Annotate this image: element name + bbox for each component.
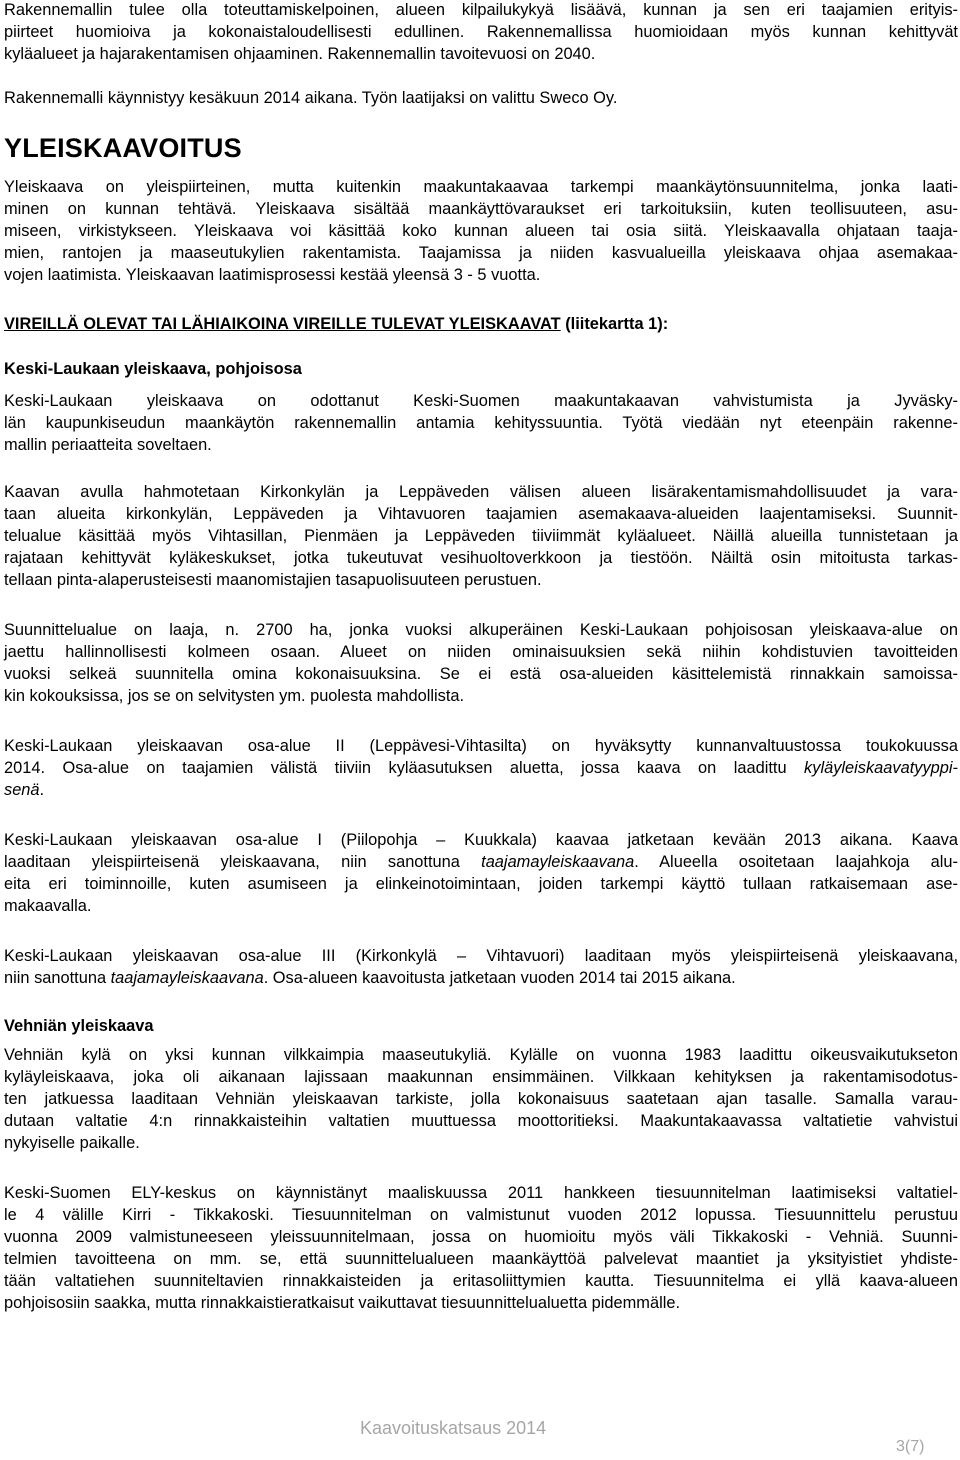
yleiskaavoitus-line-1: Yleiskaava on yleispiirteinen, mutta kuitenkin maakuntakaavaa tarkempi maankäytönsuunnitelma, jonka laati- — [4, 178, 958, 196]
keski-laukaa-p2-line-4: rajataan kehittyvät kyläkeskukset, jotka tukeutuvat vesihuoltoverkkoon ja tiestöön. Näiltä osin mitoitusta tarkas- — [4, 549, 958, 567]
keski-laukaa-p5-line-1: Keski-Laukaan yleiskaavan osa-alue I (Piilopohja – Kuukkala) kaavaa jatketaan kevään 2013 aikana. Kaava — [4, 831, 958, 849]
keski-laukaa-p4-line-3-text: . — [39, 781, 45, 799]
keski-laukaa-p4-line-1: Keski-Laukaan yleiskaavan osa-alue II (Leppävesi-Vihtasilta) on hyväksytty kunnanvaltuustossa toukokuussa — [4, 737, 958, 755]
keski-laukaa-p5-line-4: makaavalla. — [4, 897, 92, 915]
vehnia-p1-line-4: dutaan valtatie 4:n rinnakkaisteihin valtatien muuttuessa moottoritieksi. Maakuntakaavassa valtatietie vahvistui — [4, 1112, 958, 1130]
keski-laukaa-p1-line-2: län kaupunkiseudun maankäytön rakennemallin antamia kehityssuuntia. Työtä viedään nyt eteenpäin rakenne- — [4, 414, 958, 432]
vehnia-p2-line-6: pohjoisosiin saakka, mutta rinnakkaistieratkaisut vaikuttavat tiesuunnittelualuetta pidemmälle. — [4, 1294, 681, 1312]
keski-laukaa-p2-line-3: telualue käsittää myös Vihtasillan, Pienmäen ja Leppäveden tiiviimmät kyläalueet. Näillä alueilla tunnistetaan ja — [4, 527, 958, 545]
vehnia-p1-line-1: Vehniän kylä on yksi kunnan vilkkaimpia maaseutukyliä. Kylälle on vuonna 1983 laadittu oikeusvaikutukseton — [4, 1046, 958, 1064]
keski-laukaa-p4-line-2-text: 2014. Osa-alue on taajamien välistä tiiviin kyläasutuksen aluetta, jossa kaava on laadittu — [4, 759, 805, 777]
vehnia-p1-line-5: nykyiselle paikalle. — [4, 1134, 140, 1152]
section-heading-vireilla — [4, 314, 668, 334]
keski-laukaa-p3-line-4: kin kokouksissa, jos se on selvitysten ym. puolesta mahdollista. — [4, 687, 465, 705]
keski-laukaa-p2-line-2: taan alueita kirkonkylän, Leppäveden ja Vihtavuoren taajamien asemakaava-alueiden laajentamiseksi. Suunnit- — [4, 505, 958, 523]
keski-laukaa-p4-line-2-italic: kyläyleiskaavatyyppi- — [804, 759, 958, 777]
keski-laukaa-p5-line-2-text-c: . Alueella osoitetaan laajahkoja alu- — [634, 853, 958, 871]
vireilla-heading-underlined: VIREILLÄ OLEVAT TAI LÄHIAIKOINA VIREILLE TULEVAT YLEISKAAVAT — [4, 315, 561, 333]
footer-title: Kaavoituskatsaus 2014 — [360, 1418, 547, 1438]
intro-line-3: kyläalueet ja hajarakentamisen ohjaaminen. Rakennemallin tavoitevuosi on 2040. — [4, 45, 596, 63]
section-heading-yleiskaavoitus: YLEISKAAVOITUS — [4, 133, 242, 163]
keski-laukaa-p3-line-1: Suunnittelualue on laaja, n. 2700 ha, jonka vuoksi alkuperäinen Keski-Laukaan pohjoisosan yleiskaava-alue on — [4, 621, 958, 639]
intro-line-1: Rakennemallin tulee olla toteuttamiskelpoinen, alueen kilpailukykyä lisäävä, kunnan ja sen eri taajamien erityis- — [4, 1, 958, 19]
keski-laukaa-p6-line-2-italic: taajamayleiskaavana — [110, 969, 264, 987]
keski-laukaa-p4-line-2 — [4, 758, 958, 778]
vehnia-p2-line-2: le 4 välille Kirri - Tikkakoski. Tiesuunnitelman on valmistunut vuoden 2012 lopussa. Tiesuunnittelu perustuu — [4, 1206, 958, 1224]
keski-laukaa-p5-line-2-italic: taajamayleiskaavana — [481, 853, 635, 871]
vehnia-p2-line-5: tään valtatiehen suunniteltavien rinnakkaisteiden ja eritasoliittymien kautta. Tiesuunnitelma ei yllä kaava-alueen — [4, 1272, 958, 1290]
keski-laukaa-p1-line-3: mallin periaatteita soveltaen. — [4, 436, 212, 454]
keski-laukaa-p4-line-3-italic: senä — [4, 781, 40, 799]
keski-laukaa-p6-line-2 — [4, 968, 736, 988]
keski-laukaa-p6-line-2-text-a: niin sanottuna — [4, 969, 111, 987]
keski-laukaa-p1-line-1: Keski-Laukaan yleiskaava on odottanut Keski-Suomen maakuntakaavan vahvistumista ja Jyväsky- — [4, 392, 958, 410]
keski-laukaa-p5-line-3: eita eri toiminnoille, kuten asumiseen ja elinkeinotoimintaan, joiden tarkempi käyttö tullaan ratkaisemaan ase- — [4, 875, 958, 893]
subheading-keski-laukaa: Keski-Laukaan yleiskaava, pohjoisosa — [4, 360, 302, 378]
keski-laukaa-p2-line-5: tellaan pinta-alaperusteisesti maanomistajien tasapuolisuuteen perustuen. — [4, 571, 542, 589]
vehnia-p1-line-2: kyläyleiskaava, joka oli aikanaan lajissaan maakunnan ensimmäinen. Vilkkaan kehityksen ja rakentamisodotus- — [4, 1068, 958, 1086]
vehnia-p2-line-3: vuonna 2009 valmistuneeseen yleissuunnitelmaan, jossa on huomioitu myös väli Tikkakoski - Vehniä. Suunni- — [4, 1228, 958, 1246]
keski-laukaa-p5-line-2-text-a: laaditaan yleispiirteisenä yleiskaavana, niin sanottuna — [4, 853, 482, 871]
keski-laukaa-p4-line-3 — [4, 780, 44, 800]
yleiskaavoitus-line-2: minen on kunnan tehtävä. Yleiskaava sisältää maankäyttövaraukset eri tarkoituksiin, kuten teollisuuteen, asu- — [4, 200, 958, 218]
yleiskaavoitus-line-4: mien, rantojen ja maaseutukylien rakentamista. Taajamissa ja niiden kasvualueilla yleiskaava ohjaa asemakaa- — [4, 244, 958, 262]
keski-laukaa-p6-line-1: Keski-Laukaan yleiskaavan osa-alue III (Kirkonkylä – Vihtavuori) laaditaan myös yleispiirteisenä yleiskaavana, — [4, 947, 958, 965]
page-number: 3(7) — [896, 1438, 925, 1455]
subheading-vehnia: Vehniän yleiskaava — [4, 1017, 154, 1035]
keski-laukaa-p6-line-2-text-c: . Osa-alueen kaavoitusta jatketaan vuoden 2014 tai 2015 aikana. — [263, 969, 736, 987]
vireilla-heading-suffix: (liitekartta 1): — [560, 315, 669, 333]
yleiskaavoitus-line-3: miseen, virkistykseen. Yleiskaava voi käsittää koko kunnan alueen tai osia siitä. Yleiskaavalla ohjataan taaja- — [4, 222, 958, 240]
vehnia-p2-line-1: Keski-Suomen ELY-keskus on käynnistänyt maaliskuussa 2011 hankkeen tiesuunnitelman laatimiseksi valtatiel- — [4, 1184, 958, 1202]
intro-line-4: Rakennemalli käynnistyy kesäkuun 2014 aikana. Työn laatijaksi on valittu Sweco Oy. — [4, 89, 618, 107]
yleiskaavoitus-line-5: vojen laatimista. Yleiskaavan laatimisprosessi kestää yleensä 3 - 5 vuotta. — [4, 266, 541, 284]
vehnia-p1-line-3: ten jatkuessa laaditaan Vehniän yleiskaavan tarkiste, jolla kokonaisuus saatetaan ajan tasalle. Samalla varau- — [4, 1090, 958, 1108]
keski-laukaa-p5-line-2 — [4, 852, 958, 872]
keski-laukaa-p3-line-2: jaettu hallinnollisesti kolmeen osaan. Alueet on niiden ominaisuuksien sekä niihin kohdistuvien tavoitteiden — [4, 643, 958, 661]
keski-laukaa-p3-line-3: vuoksi selkeä suunnitella omina kokonaisuuksina. Se ei estä osa-alueiden käsittelemistä rinnakkain samoissa- — [4, 665, 958, 683]
vehnia-p2-line-4: telmien tavoitteena on mm. se, että suunnittelualueen maankäyttöä palvelevat maantiet ja yksityistiet yhdiste- — [4, 1250, 958, 1268]
intro-line-2: piirteet huomioiva ja kokonaistaloudellisesti edullinen. Rakennemallissa huomioidaan myös kunnan kehittyvät — [4, 23, 958, 41]
keski-laukaa-p2-line-1: Kaavan avulla hahmotetaan Kirkonkylän ja Leppäveden välisen alueen lisärakentamismahdollisuudet ja vara- — [4, 483, 958, 501]
